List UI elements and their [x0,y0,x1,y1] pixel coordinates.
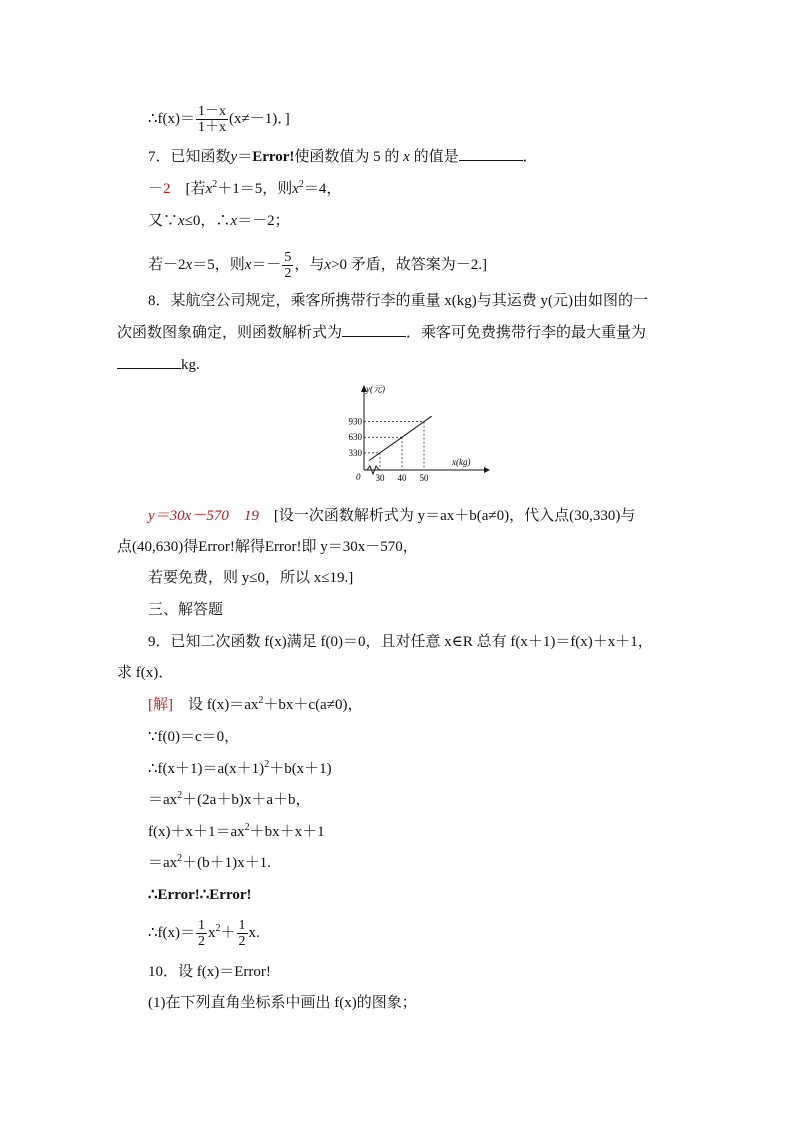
text: 又∵ [148,213,179,229]
x-tick-label-0: 30 [375,473,385,483]
x-tick-label-2: 50 [419,473,429,483]
text: 使函数值为 5 的 [294,149,400,165]
fraction [237,918,248,949]
numerator: 1－x [198,104,227,119]
solution-9-line5 [148,822,325,842]
question-10: 10．设 f(x)＝Error! [148,964,271,980]
var: x [403,149,410,165]
text: ＋bx＋x＋1 [249,824,325,840]
section-heading: 三、解答题 [148,602,224,618]
sup: 2 [264,759,270,770]
text: ＝4， [303,181,342,197]
x-axis-label: x(kg) [452,457,471,467]
text: ＝－2； [237,213,290,229]
text: ∴f(x)＝ [148,110,196,127]
text: ＝－ [251,256,282,273]
text: 次函数图象确定，则函数解析式为 [117,325,343,341]
sup: 2 [258,695,264,706]
solution-9-line7: ∴Error!∴Error! [148,887,252,903]
sup: 2 [244,822,250,833]
fraction [282,250,293,281]
text: ＝ [237,149,253,165]
var: x [178,213,185,229]
origin-label: 0 [356,472,361,482]
text: ＋(b＋1)x＋1. [182,855,271,871]
text: ．乘客可免费携带行李的最大重量为 [406,325,647,341]
y-tick-label-2: 930 [348,416,362,427]
fraction [196,104,228,135]
y-tick-label-1: 630 [348,432,362,443]
text: x. [248,924,260,941]
text: (x≠－1)．] [229,110,290,127]
solution-8-line1 [148,506,635,526]
sup: 2 [212,179,218,190]
var: y [230,149,238,165]
answer-blank [342,336,406,337]
question-10-part1: (1)在下列直角坐标系中画出 f(x)的图象； [148,995,417,1011]
numerator: 1 [198,918,206,933]
solution-9-line2: ∵f(0)＝c＝0， [148,729,240,745]
fraction [196,918,207,949]
answer-blank [459,160,523,161]
solution-9-line3 [148,759,332,779]
text: 的值是 [413,149,459,165]
denominator: 2 [238,934,246,949]
numerator: 1 [238,918,246,933]
var: x [324,256,332,273]
text: >0 矛盾，故答案为－2.] [331,256,488,273]
var: x [230,213,238,229]
question-8-line3 [117,355,200,375]
text: 设 f(x)＝ax [173,697,259,713]
sup: 2 [177,853,183,864]
sup: 2 [177,790,183,801]
solution-7-line2 [148,211,290,231]
question-8-line2 [117,323,646,343]
text: ∴f(x＋1)＝a(x＋1) [148,761,265,777]
text: ＋(2a＋b)x＋a＋b， [182,792,311,808]
question-9-line1: 9．已知二次函数 f(x)满足 f(0)＝0，且对任意 x∈R 总有 f(x＋1)＝f(x)＋x＋1， [148,634,653,650]
var: x [185,256,193,273]
text: ＋bx＋c(a≠0)， [263,697,363,713]
text: ≤0，∴ [184,213,231,229]
numerator: 5 [284,250,292,265]
x-tick-label-1: 40 [397,473,407,483]
error-text: Error! [252,149,295,165]
solution-7-line1 [148,179,341,199]
answer-blank [117,368,181,369]
solution-7-line3 [148,250,487,281]
text: ． [522,149,538,165]
text: ＝5，则 [192,256,245,273]
answer-line-6 [148,104,290,135]
text: 若－2 [148,256,186,273]
denominator: 1＋x [198,120,227,135]
sup: 2 [215,922,221,934]
sup: 2 [298,179,304,190]
text: [若 [185,181,206,197]
x-axis-arrow [484,467,490,473]
text: x [208,924,216,941]
solution-8-line2: 点(40,630)得Error!解得Error!即 y＝30x－570， [117,539,418,555]
solution-9-line1 [148,695,362,715]
solution-9-line6 [148,853,271,873]
text: ∴f(x)＝ [148,924,196,941]
text: f(x)＋x＋1＝ax [148,824,245,840]
question-7 [148,147,538,167]
text: 7．已知函数 [148,149,231,165]
question-8-line1: 8．某航空公司规定，乘客所携带行李的重量 x(kg)与其运费 y(元)由如图的一 [148,293,648,309]
denominator: 2 [198,934,206,949]
solution-tag: [解] [148,697,173,713]
text: ＝ax [148,855,178,871]
text: ＋ [220,924,236,941]
text: ＋b(x＋1) [269,761,332,777]
answer: y＝30x－570 19 [148,508,259,524]
text: ＋1＝5，则 [217,181,293,197]
question-9-line2: 求 f(x)． [117,665,174,681]
var: x [292,181,299,197]
text: [设一次函数解析式为 y＝ax＋b(a≠0)，代入点(30,330)与 [273,508,636,524]
freight-chart [334,380,494,495]
var: x [244,256,252,273]
solution-9-line4 [148,790,310,810]
var: x [205,181,213,197]
series-line [369,416,432,460]
denominator: 2 [284,266,292,281]
text: ＝ax [148,792,178,808]
answer: －2 [148,181,171,197]
text: ，与 [294,256,325,273]
y-tick-label-0: 330 [348,447,362,458]
solution-8-line3: 若要免费，则 y≤0，所以 x≤19.] [148,570,354,586]
solution-9-line8 [148,918,260,949]
y-axis-label: y(元) [366,384,385,394]
text: kg. [181,357,200,373]
